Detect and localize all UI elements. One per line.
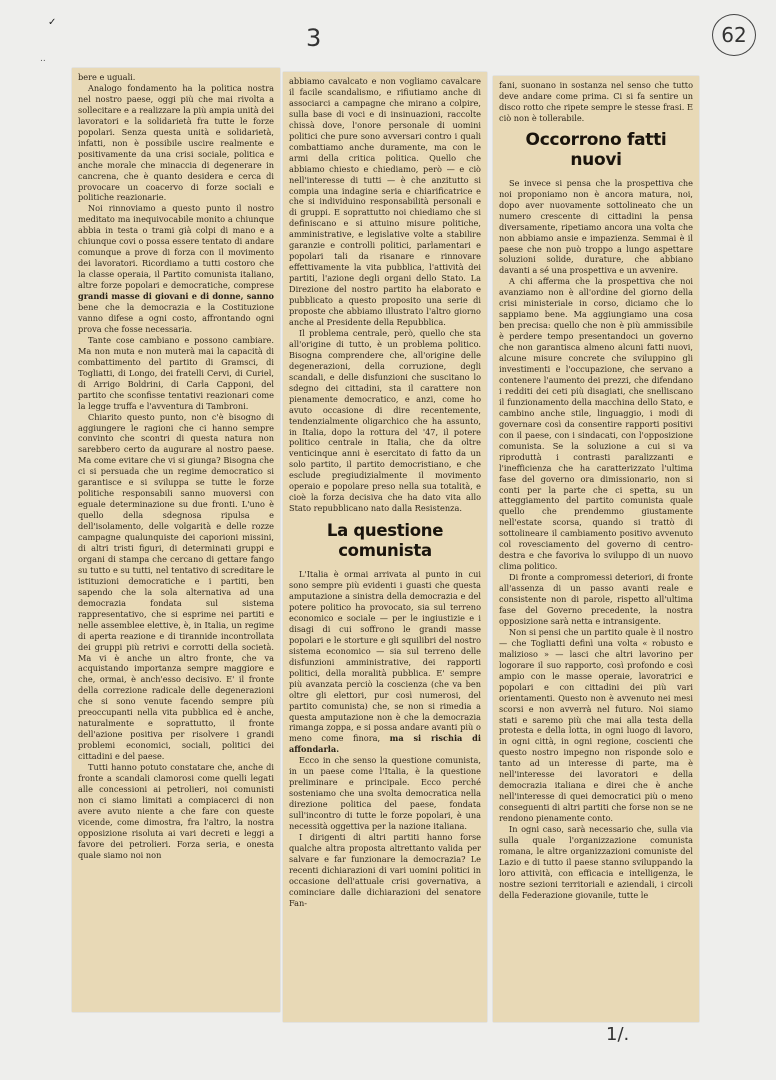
paragraph: bere e uguali.	[78, 72, 136, 82]
checkmark-annotation: ✓	[48, 17, 57, 28]
paragraph: Tante cose cambiano e possono cambiare. Ma non muta e non muterà mai la capacità di combattimento del partito di Gramsci, di Togliatti, di Longo, dei fratelli Cervi, di Curiel, di Arrigo Boldrini, di Carla Capponi, del partito che sconfisse tentativi reazionari come la legge truffa e l'avventura di Tambroni.	[78, 334, 274, 411]
scan-dots: ..	[40, 54, 46, 64]
newspaper-clipping-column-1	[72, 68, 280, 1012]
paragraph: I dirigenti di altri partiti hanno forse qualche altra proposta altrettanto valida per salvare e far funzionare la democrazia? Le recenti dichiarazioni di vari uomini politici in occasione dell'attuale crisi governativa, a cominciare dalle dichiarazioni del senatore Fan-	[289, 832, 481, 908]
paragraph: Non si pensi che un partito quale è il nostro — che Togliatti definì una volta « robusto e malizioso » — lasci che altri lavorino per logorare il suo rapporto, così profondo e così ampio con le masse operaie, lavoratrici e popolari e con cittadini dei più vari orientamenti. Questo non è avvenuto nei mesi scorsi e non avverrà nel futuro. Noi siamo stati e saremo più che mai alla testa della protesta e della lotta, in ogni luogo di lavoro, in ogni città, in ogni regione, coscienti che questo nostro impegno non risponde solo e tanto ad un interesse di parte, ma è nell'interesse dei lavoratori e della democrazia italiana e direi che è anche nell'interesse di quei democratici più o meno conseguenti di altri partiti che forse non se ne rendono pienamente conto.	[499, 626, 693, 824]
bold-text: grandi masse di giovani e di donne, sanno	[78, 291, 274, 302]
paragraph: A chi afferma che la prospettiva che noi avanziamo non è all'ordine del giorno della crisi ministeriale in corso, diciamo che lo sappiamo bene. Ma aggiungiamo una cosa ben precisa: quello che non è più ammissibile è perdere tempo presentandoci un governo che non garantisca almeno alcuni fatti nuovi, alcune misure concrete che sviluppino gli investimenti e l'occupazione, che servano a contenere l'aumento dei prezzi, che difendano i redditi dei ceti più disagiati, che snelliscano il funzionamento della macchina dello Stato, e cambino anche stile, linguaggio, i modi di governare così da consentire rapporti positivi con il paese, con i sindacati, con l'opposizione comunista. Se la soluzione a cui si va riproduttà i contrasti paralizzanti e l'inefficienza che ha caratterizzato l'ultima fase del governo ora dimissionario, non si conti per la parte che ci spetta, su un atteggiamento del partito comunista quale quello che prendemmo giustamente nell'estate scorsa, quando si trattò di sottolineare il cambiamento positivo avvenuto col rovesciamento del governo di centro-destra e che favoriva lo sviluppo di un nuovo clima politico.	[499, 276, 693, 572]
page-number-handwritten: 3	[306, 24, 322, 52]
text-span: Noi rinnoviamo a questo punto il nostro meditato ma inequivocabile monito a chiunque abbia in testa o trami già colpi di mano e a chiunque covi o possa essere tentato di andare comunque a prove di forza con il movimento dei lavoratori. Ricordiamo a tutti costoro che la classe operaia, il Partito comunista italiano, altre forze popolari e democratiche, comprese	[78, 203, 274, 291]
text-span: bene che la democrazia e la Costituzione vanno difese a ogni costo, affrontando ogni prova che fosse necessaria.	[78, 302, 274, 334]
circled-page-number: 62	[712, 14, 756, 56]
paragraph: Chiarito questo punto, non c'è bisogno di aggiungere le ragioni che ci hanno sempre convinto che scontri di questa natura non sarebbero certo da augurare al nostro paese. Ma come evitare che vi si giunga? Bisogna che ci si persuada che un regime democratico si garantisce e si sviluppa se tutte le forze politiche responsabili sanno muoversi con eguale determinazione su due fronti. L'uno è quello della sdegnosa ripulsa e dell'isolamento, delle volgarità e delle rozze campagne qualunquiste dei caporioni missini, di altri tristi figuri, di determinati gruppi e organi di stampa che cercano di gettare fango su tutto e su tutti, nel tentativo di screditare le istituzioni democratiche e i partiti, ben sapendo che la sola alternativa ad una democrazia fondata sul sistema rappresentativo, che si esprime nei partiti e nelle assemblee elettive, è, in Italia, un regime di aperta reazione e di tirannide incontrollata dei gruppi più retrivi e corrotti della società. Ma vi è anche un altro fronte, che va acquistando importanza sempre maggiore e che, ormai, è anch'esso decisivo. E' il fronte della correzione radicale delle degenerazioni che si sono venute facendo sempre più preoccupanti nella vita pubblica ed è anche, naturalmente e soprattutto, il fronte dell'azione positiva per risolvere i grandi problemi economici, sociali, politici dei cittadini e del paese.	[78, 411, 274, 762]
bold-text: ma si rischia di affondarla.	[289, 733, 481, 755]
paragraph: Se invece si pensa che la prospettiva che noi proponiamo non è ancora matura, noi, dopo aver nuovamente sottolineato che un numero crescente di cittadini la pensa diversamente, ripetiamo ancora una volta che non abbiamo ansie e impazienza. Semmai è il paese che non può troppo a lungo aspettare soluzioni solide, durature, che abbiano davanti a sé una prospettiva e un avvenire.	[499, 177, 693, 276]
paragraph: Analogo fondamento ha la politica nostra nel nostro paese, oggi più che mai rivolta a sollecitare e a realizzare la più ampia unità dei lavoratori e la solidarietà fra tutte le forze popolari. Senza questa unità e solidarietà, infatti, non è possibile uscire realmente e positivamente da una crisi sociale, politica e anche morale che minaccia di degenerare in cancrena, che è quanto desidera e cerca di provocare un coacervo di forze sociali e politiche reazionarie.	[78, 82, 274, 203]
paragraph: In ogni caso, sarà necessario che, sulla via sulla quale l'organizzazione comunista romana, le altre organizzazioni comuniste del Lazio e di tutto il paese stanno sviluppando la loro attività, con efficacia e intelligenza, le nostre sezioni territoriali e aziendali, i circoli della Federazione giovanile, tutte le	[499, 824, 693, 900]
section-headline: La questione comunista	[326, 521, 444, 561]
paragraph: Tutti hanno potuto constatare che, anche di fronte a scandali clamorosi come quelli legati alle concessioni ai petrolieri, noi comunisti non ci siamo limitati a compiacerci di non avere avuto niente a che fare con queste vicende, come dimostra, fra l'altro, la nostra opposizione risoluta ai vari decreti e leggi a favore dei petrolieri. Forza seria, e onesta quale siamo noi non	[78, 762, 274, 860]
text-span: L'Italia è ormai arrivata al punto in cui sono sempre più evidenti i guasti che questa amputazione a sinistra della democrazia e del potere politico ha provocato, sia sul terreno economico e sociale — per le ingiustizie e i disagi di cui soffrono le grandi masse popolari e le storture e gli squilibri del nostro sistema economico — sia sul terreno delle disfunzioni amministrative, dei rapporti politici, della moralità pubblica. E' sempre più avanzata perciò la coscienza (che va ben oltre gli elettori, pur così numerosi, del partito comunista) che, se non si rimedia a questa amputazione non è che la democrazia rimanga zoppa, e si possa andare avanti più o meno come finora,	[289, 569, 481, 744]
column-text	[72, 68, 280, 861]
column-text	[493, 76, 699, 901]
paragraph: Il problema centrale, però, quello che sta all'origine di tutto, è un problema politico. Bisogna comprendere che, all'origine delle degenerazioni, della corruzione, degli scandali, e delle disfunzioni che suscitano lo sdegno dei cittadini, sta il carattere non pienamente democratico, e anzi, come ho avuto occasione di dire recentemente, tendenzialmente oligarchico che ha assunto, in Italia, dopo la rottura del '47, il potere politico centrale in Italia, che da oltre venticinque anni è esercitato di fatto da un solo partito, il partito democristiano, e che esclude pregiudizialmente il movimento operaio e popolare preso nella sua totalità, e cioè la forza decisiva che ha dato vita allo Stato repubblicano nato dalla Resistenza.	[289, 327, 481, 514]
column-text	[283, 72, 487, 909]
section-headline: Occorrono fatti nuovi	[525, 129, 667, 170]
newspaper-clipping-column-3	[493, 76, 699, 1022]
paragraph: Ecco in che senso la questione comunista, in un paese come l'Italia, è la questione preliminare e principale. Ecco perché sosteniamo che una svolta democratica nella direzione politica del paese, fondata sull'incontro di tutte le forze popolari, è una necessità oggettiva per la nazione italiana.	[289, 755, 481, 832]
paragraph: Di fronte a compromessi deteriori, di fronte all'assenza di un passo avanti reale e consistente non di parole, rispetto all'ultima fase del Governo precedente, la nostra opposizione sarà netta e intransigente.	[499, 572, 693, 626]
paragraph	[78, 203, 274, 334]
paragraph: abbiamo cavalcato e non vogliamo cavalcare il facile scandalismo, e rifiutiamo anche di associarci a campagne che mirano a colpire, sulla base di voci e di insinuazioni, raccolte chissà dove, l'onore personale di uomini politici che pure sono avversari contro i quali combattiamo anche duramente, ma con le armi della critica politica. Quello che abbiamo chiesto e chiediamo, però — e ciò nell'interesse di tutti — è che anzitutto si compia una indagine seria e chiarificatrice e che si individuino responsabilità personali e di gruppi. E soprattutto noi chiediamo che si definiscano e si attuino misure politiche, amministrative, e legislative volte a stabilire garanzie e controlli politici, parlamentari e popolari tali da risanare e rinnovare effettivamente la vita pubblica, l'attività dei partiti, l'azione degli organi dello Stato. La Direzione del nostro partito ha elaborato e pubblicato a questo proposito una serie di proposte che abbiamo illustrato l'altro giorno anche al Presidente della Repubblica.	[289, 76, 481, 327]
newspaper-clipping-column-2	[283, 72, 487, 1022]
handwritten-bottom-note: 1/.	[606, 1024, 630, 1045]
paragraph: fani, suonano in sostanza nel senso che tutto deve andare come prima. Ci si fa sentire un disco rotto che ripete sempre le stesse frasi. E ciò non è tollerabile.	[499, 80, 693, 123]
paragraph	[289, 569, 481, 755]
